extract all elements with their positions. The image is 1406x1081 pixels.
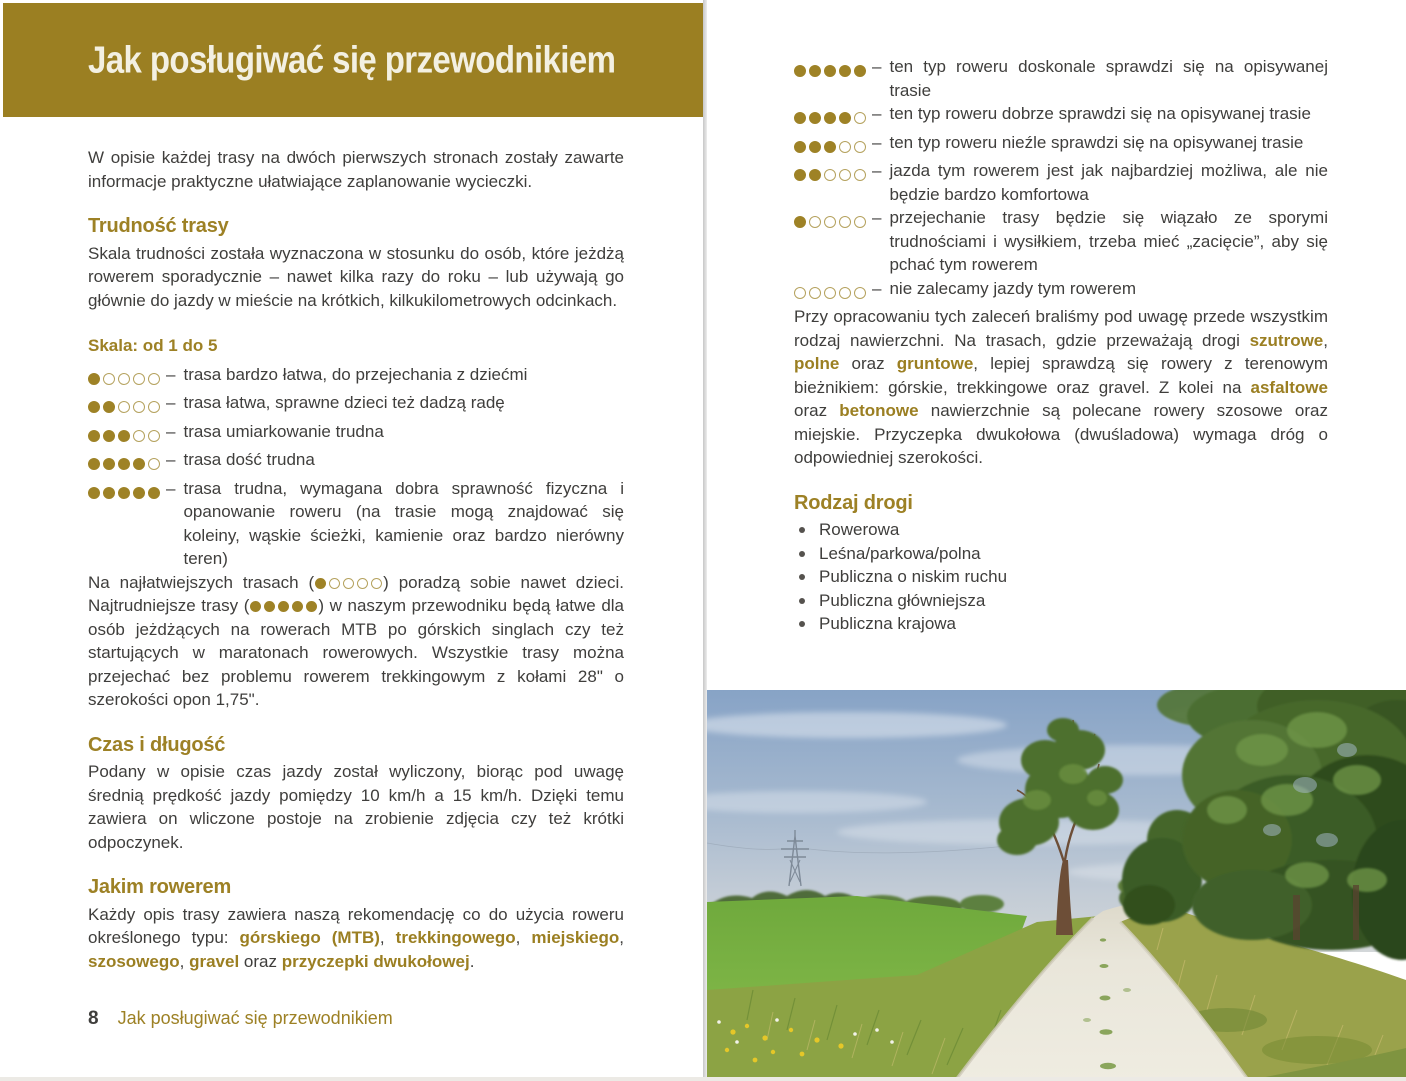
difficulty-scale-list [88, 363, 624, 571]
emphasis-term: gruntowe [896, 354, 974, 373]
legend-dash: – [166, 421, 176, 441]
rating-legend-item [88, 363, 624, 392]
surface-paragraph [794, 305, 1328, 470]
dot-empty-icon [357, 578, 368, 589]
rating-legend-item [794, 277, 1328, 306]
rating-dots-cell [88, 363, 166, 392]
text-run: ) w naszym przewodniku będą łatwe dla osób jeżdżących na rowerach MTB po górskich singlach czy też startujących w maratonach rowerowych. Wszystkie trasy można przejechać bez problemu rowerem trekkingowym z kołami 28" o szerokości opon 1,75". [88, 596, 625, 709]
rating-dots-4-of-5 [88, 458, 160, 470]
dot-filled-icon [88, 401, 100, 413]
rating-dots-cell [88, 477, 166, 506]
dot-filled-icon [839, 65, 851, 77]
dot-empty-icon [824, 287, 836, 299]
dot-empty-icon [118, 373, 130, 385]
page-right [707, 0, 1406, 1081]
rating-dots-5-of-5 [794, 65, 866, 77]
dot-empty-icon [133, 373, 145, 385]
rating-dots-4-of-5 [794, 112, 866, 124]
legend-description: trasa umiarkowanie trudna [183, 421, 384, 441]
road-type-label: Leśna/parkowa/polna [819, 543, 981, 563]
bullet-icon [799, 621, 805, 627]
dot-filled-icon [103, 458, 115, 470]
bullet-icon [799, 574, 805, 580]
dot-empty-icon [329, 578, 340, 589]
rating-legend-item [794, 159, 1328, 206]
rating-dots-0-of-5 [794, 287, 866, 299]
bullet-icon [799, 551, 805, 557]
countryside-road-photo [707, 690, 1406, 1081]
dot-empty-icon [839, 216, 851, 228]
rating-legend-item [88, 420, 624, 449]
dot-filled-icon [88, 430, 100, 442]
text-run: Przy opracowaniu tych zaleceń braliśmy pod uwagę przede wszystkim rodzaj nawierzchni. Na trasach, gdzie przeważają drogi [794, 307, 1328, 350]
dot-filled-icon [809, 112, 821, 124]
text-run: oraz [239, 951, 282, 971]
legend-dash: – [166, 393, 176, 412]
emphasis-term: miejskiego [531, 928, 620, 947]
dot-filled-icon [809, 169, 821, 181]
text-run: nawierzchnie są polecane rowery szosowe oraz miejskie. Przyczepka dwukołowa (dwuśladowa) wymaga dróg o odpowiedniej szerokości. [794, 401, 1328, 467]
dot-filled-icon [103, 487, 115, 499]
bike-type-paragraph [88, 903, 624, 974]
road-type-item [794, 518, 1328, 542]
road-type-item [794, 589, 1328, 613]
left-page-content [88, 146, 624, 973]
dot-filled-icon [794, 216, 806, 228]
road-type-item [794, 612, 1328, 636]
rating-legend-item [794, 206, 1328, 277]
legend-description: trasa łatwa, sprawne dzieci też dadzą radę [183, 393, 505, 412]
time-paragraph: Podany w opisie czas jazdy został wyliczony, biorąc pod uwagę średnią prędkość jazdy pomiędzy 10 km/h a 15 km/h. Dzięki temu zawiera on wliczone postoje na zrobienie zdjęcia czy też krótki odpoczynek. [88, 762, 624, 852]
rating-dots-2-of-5 [88, 401, 160, 413]
dot-empty-icon [133, 430, 145, 442]
legend-description: trasa trudna, wymagana dobra sprawność fizyczna i opanowanie roweru (na trasie mogą znajdować się koleiny, wąskie ścieżki, kamienie oraz bardzo nierówny teren) [183, 478, 624, 568]
emphasis-term: przyczepki dwukołowej [281, 951, 470, 971]
rating-dots-3-of-5 [88, 430, 160, 442]
dot-empty-icon [824, 216, 836, 228]
easiest-routes-paragraph [88, 571, 624, 712]
bullet-icon [799, 527, 805, 533]
dot-filled-icon [133, 458, 145, 470]
text-run: , [1323, 330, 1328, 350]
section-road-types [794, 492, 1328, 636]
dot-empty-icon [854, 112, 866, 124]
difficulty-paragraph: Skala trudności została wyznaczona w stosunku do osób, które jeżdżą rowerem sporadycznie – nawet kilka razy do roku – lub używają go głównie do jazdy w mieście na krótkich, kilkukilometrowych odcinkach. [88, 243, 624, 310]
rating-dots-5-of-5 [88, 487, 160, 499]
dot-filled-icon [118, 430, 130, 442]
dot-empty-icon [148, 401, 160, 413]
dot-filled-icon [103, 430, 115, 442]
scale-heading: Skala: od 1 do 5 [88, 336, 218, 355]
legend-dash: – [872, 161, 882, 180]
dot-filled-icon [118, 458, 130, 470]
dot-empty-icon [809, 216, 821, 228]
dot-filled-icon [264, 601, 275, 612]
rating-dots-cell [794, 131, 872, 160]
road-types-list [794, 518, 1328, 636]
dot-empty-icon [148, 373, 160, 385]
rating-legend-item [794, 55, 1328, 102]
dot-empty-icon [824, 169, 836, 181]
dot-filled-icon [133, 487, 145, 499]
road-type-label: Publiczna główniejsza [819, 590, 986, 610]
rating-dots-cell [794, 55, 872, 84]
emphasis-term: betonowe [839, 401, 919, 420]
text-run: ) poradzą sobie nawet dzieci. Najtrudniejsze trasy ( [88, 572, 624, 615]
section-heading: Jakim rowerem [88, 876, 232, 898]
text-run: , [515, 928, 532, 947]
dot-empty-icon [839, 169, 851, 181]
rating-dots-cell [794, 102, 872, 131]
rating-dots-3-of-5 [794, 141, 866, 153]
rating-legend-item [794, 131, 1328, 160]
dot-filled-icon [148, 487, 160, 499]
dot-empty-icon [343, 578, 354, 589]
rating-dots-cell [88, 448, 166, 477]
intro-paragraph: W opisie każdej trasy na dwóch pierwszych stronach zostały zawarte informacje praktyczne ułatwiające zaplanowanie wycieczki. [88, 148, 624, 191]
right-page-content [794, 55, 1328, 636]
dot-empty-icon [133, 401, 145, 413]
road-type-item [794, 565, 1328, 589]
dot-filled-icon [118, 487, 130, 499]
legend-dash: – [872, 208, 882, 227]
dot-empty-icon [371, 578, 382, 589]
dot-empty-icon [854, 216, 866, 228]
dot-filled-icon [278, 601, 289, 612]
dot-empty-icon [839, 141, 851, 153]
legend-description: przejechanie trasy będzie się wiązało ze sporymi trudnościami i wysiłkiem, trzeba mieć „zacięcie”, aby się pchać tym rowerem [889, 208, 1328, 274]
rating-dots-cell [794, 277, 872, 306]
dot-filled-icon [315, 578, 326, 589]
emphasis-term: polne [794, 354, 840, 373]
text-run: , [619, 928, 624, 947]
road-type-label: Rowerowa [819, 520, 900, 539]
dot-filled-icon [809, 141, 821, 153]
dot-filled-icon [103, 401, 115, 413]
rating-dots-cell [88, 420, 166, 449]
dot-empty-icon [148, 430, 160, 442]
rating-dots-1-of-5 [315, 578, 382, 589]
dot-filled-icon [88, 487, 100, 499]
emphasis-term: gravel [189, 951, 240, 971]
bullet-icon [799, 598, 805, 604]
legend-description: trasa dość trudna [183, 450, 315, 469]
chapter-banner [3, 3, 703, 117]
dot-empty-icon [103, 373, 115, 385]
dot-empty-icon [854, 287, 866, 299]
section-heading: Czas i długość [88, 733, 226, 756]
section-difficulty [88, 215, 624, 312]
section-bike-type [88, 876, 624, 973]
footer-chapter-label: Jak posługiwać się przewodnikiem [117, 1008, 393, 1028]
page-number: 8 [88, 1008, 99, 1029]
emphasis-term: górskiego (MTB) [239, 928, 380, 947]
dot-filled-icon [794, 169, 806, 181]
rating-dots-5-of-5 [250, 601, 317, 612]
dot-empty-icon [118, 401, 130, 413]
bike-rating-legend [794, 55, 1328, 305]
dot-filled-icon [809, 65, 821, 77]
text-run: oraz [839, 354, 897, 373]
text-run: oraz [794, 401, 840, 420]
section-heading: Trudność trasy [88, 215, 229, 237]
legend-dash: – [872, 132, 882, 152]
legend-description: nie zalecamy jazdy tym rowerem [889, 278, 1137, 298]
legend-description: trasa bardzo łatwa, do przejechania z dziećmi [183, 364, 528, 384]
dot-empty-icon [854, 141, 866, 153]
dot-filled-icon [824, 112, 836, 124]
dot-filled-icon [794, 65, 806, 77]
dot-empty-icon [148, 458, 160, 470]
legend-description: ten typ roweru dobrze sprawdzi się na opisywanej trasie [889, 104, 1311, 123]
text-run: . [469, 951, 475, 971]
rating-legend-item [88, 448, 624, 477]
dot-filled-icon [824, 141, 836, 153]
legend-dash: – [166, 364, 176, 384]
section-heading: Rodzaj drogi [794, 491, 913, 514]
emphasis-term: szutrowe [1249, 330, 1324, 350]
section-time [88, 734, 624, 855]
rating-dots-cell [88, 391, 166, 420]
rating-dots-1-of-5 [794, 216, 866, 228]
road-type-item [794, 542, 1328, 566]
dot-filled-icon [794, 141, 806, 153]
emphasis-term: trekkingowego [395, 928, 516, 947]
emphasis-term: szosowego [88, 951, 180, 971]
text-run: , lepiej sprawdzą się rowery z terenowym bieżnikiem: górskie, trekkingowe oraz gravel. Z kolei na [794, 354, 1328, 397]
dot-filled-icon [794, 112, 806, 124]
page-bottom-edge [0, 1077, 1406, 1081]
dot-filled-icon [824, 65, 836, 77]
dot-filled-icon [292, 601, 303, 612]
emphasis-term: asfaltowe [1250, 377, 1328, 397]
dot-empty-icon [854, 169, 866, 181]
rating-dots-2-of-5 [794, 169, 866, 181]
rating-dots-1-of-5 [88, 373, 160, 385]
dot-filled-icon [854, 65, 866, 77]
legend-description: ten typ roweru nieźle sprawdzi się na opisywanej trasie [889, 132, 1304, 152]
road-type-label: Publiczna krajowa [819, 614, 957, 633]
rating-dots-cell [794, 159, 872, 188]
photo-illustration [707, 690, 1406, 1081]
dot-empty-icon [809, 287, 821, 299]
dot-filled-icon [250, 601, 261, 612]
rating-legend-item [794, 102, 1328, 131]
legend-dash: – [166, 450, 176, 469]
dot-filled-icon [88, 458, 100, 470]
text-run: Każdy opis trasy zawiera naszą rekomendację co do użycia roweru określonego typu: [88, 904, 624, 947]
dot-empty-icon [794, 287, 806, 299]
dot-empty-icon [839, 287, 851, 299]
dot-filled-icon [306, 601, 317, 612]
text-run: Na najłatwiejszych trasach ( [88, 572, 315, 592]
text-run: , [179, 951, 190, 971]
chapter-title: Jak posługiwać się przewodnikiem [88, 38, 616, 81]
legend-dash: – [166, 478, 176, 498]
dot-filled-icon [88, 373, 100, 385]
rating-legend-item [88, 477, 624, 571]
text-run: , [379, 928, 396, 947]
legend-dash: – [872, 278, 882, 298]
legend-description: ten typ roweru doskonale sprawdzi się na opisywanej trasie [889, 57, 1328, 100]
legend-dash: – [872, 104, 882, 123]
page-footer [88, 1008, 393, 1030]
dot-filled-icon [839, 112, 851, 124]
legend-dash: – [872, 57, 882, 76]
rating-legend-item [88, 391, 624, 420]
road-type-label: Publiczna o niskim ruchu [819, 567, 1008, 586]
rating-dots-cell [794, 206, 872, 235]
legend-description: jazda tym rowerem jest jak najbardziej możliwa, ale nie będzie bardzo komfortowa [889, 161, 1328, 204]
